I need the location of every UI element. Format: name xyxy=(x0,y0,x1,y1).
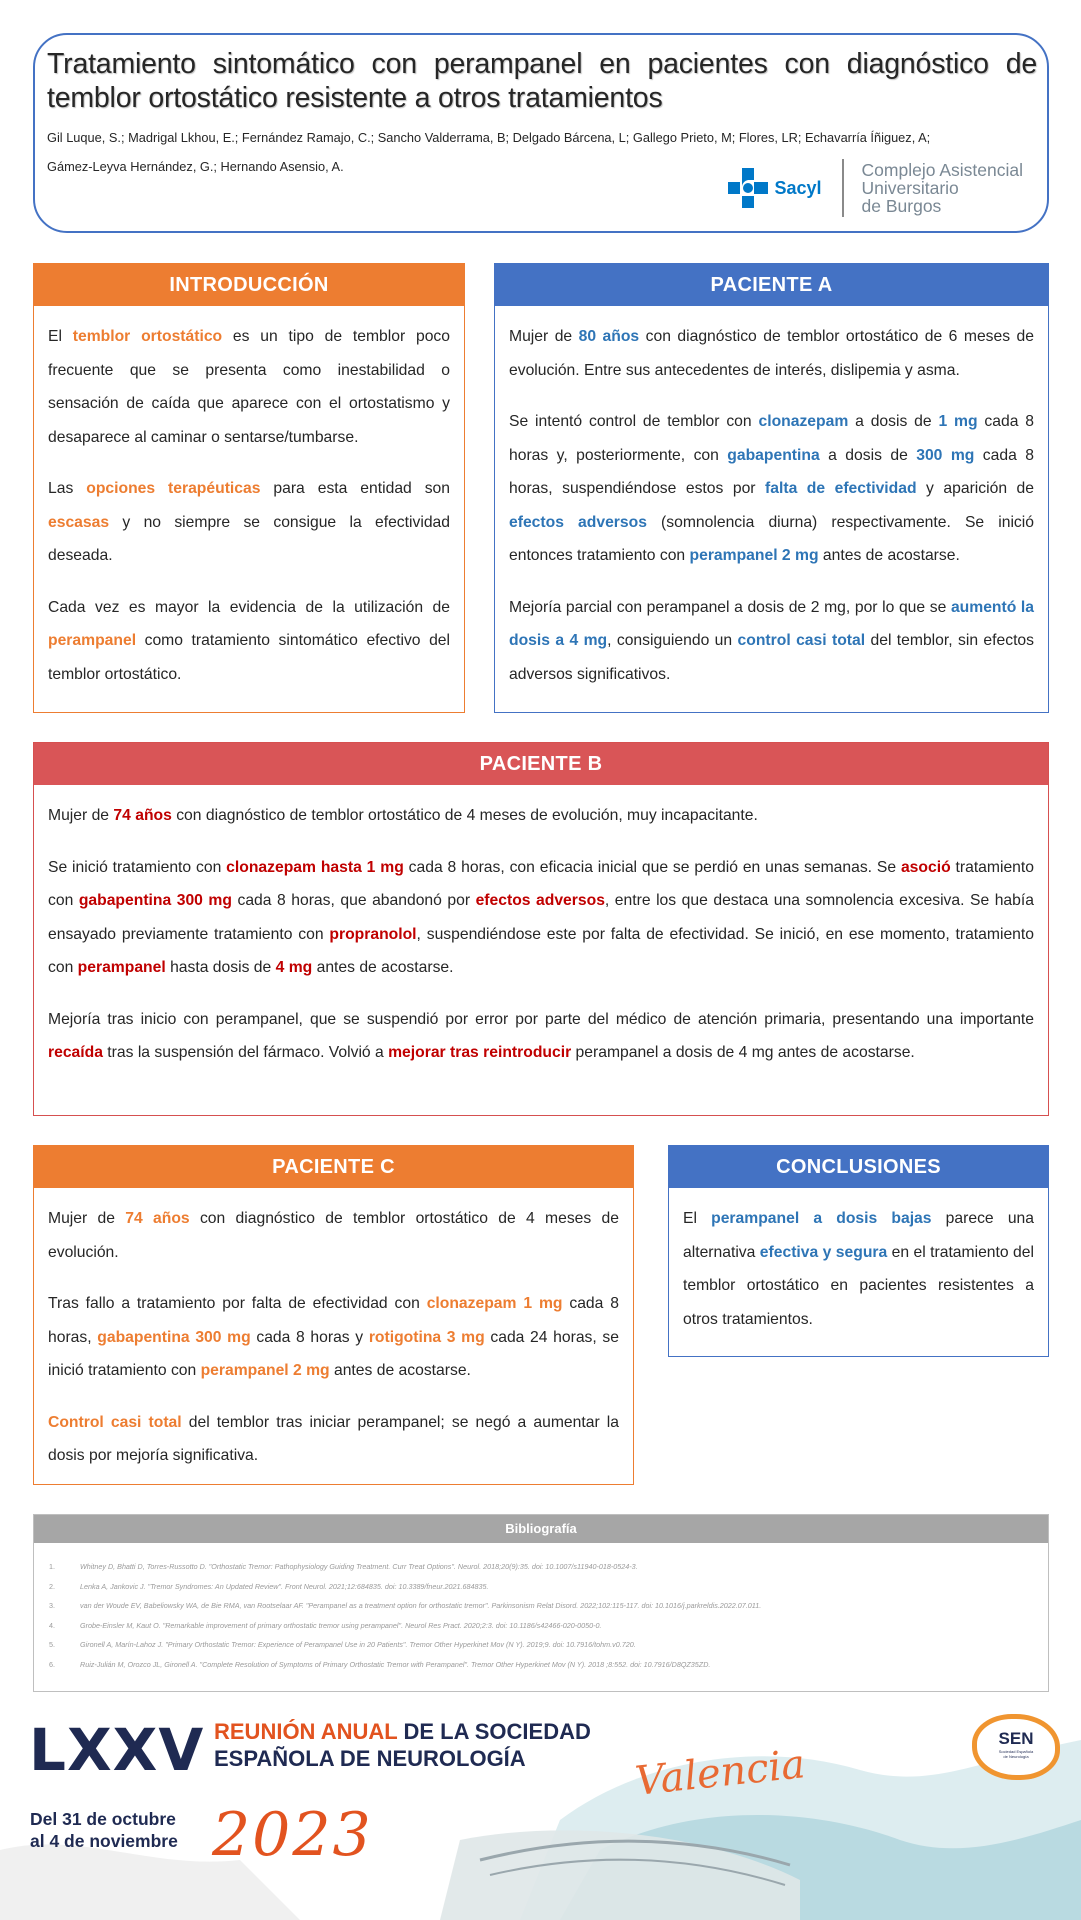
ref-number: 2. xyxy=(49,1581,55,1591)
highlighted-term: 4 mg xyxy=(275,959,313,976)
bibliography-item xyxy=(49,1577,1048,1597)
highlighted-term: gabapentina 300 mg xyxy=(78,892,232,909)
paragraph-text: cada 8 horas y, posteriormente, con xyxy=(509,413,1035,464)
ref-number: 6. xyxy=(49,1659,55,1669)
paragraph-text: a dosis de xyxy=(848,413,939,430)
patient-c-body xyxy=(34,1188,633,1473)
paragraph-text: como tratamiento sintomático efectivo del temblor ortostático. xyxy=(48,632,450,683)
sacyl-cross-icon xyxy=(726,166,770,210)
ref-number: 1. xyxy=(49,1562,55,1571)
patient-c-paragraph xyxy=(48,1287,619,1388)
congress-name-highlight: REUNIÓN ANUAL xyxy=(214,1719,398,1744)
bibliography-list xyxy=(34,1543,1048,1674)
highlighted-term: asoció xyxy=(900,858,951,876)
paragraph-text: , consiguiendo un xyxy=(607,632,738,649)
sen-logo xyxy=(972,1714,1060,1780)
paragraph-text: antes de acostarse. xyxy=(329,1362,471,1379)
ref-number: 4. xyxy=(49,1620,55,1630)
highlighted-term: control casi total xyxy=(737,632,866,649)
paragraph-text: a dosis de xyxy=(819,446,917,464)
congress-date-start: Del 31 de octubre xyxy=(30,1809,176,1829)
sen-logo-text: SEN xyxy=(998,1729,1034,1748)
bibliography-item xyxy=(49,1557,1048,1577)
hospital-line: Universitario xyxy=(861,178,959,198)
highlighted-term: perampanel a dosis bajas xyxy=(711,1210,932,1227)
patient-a-heading: PACIENTE A xyxy=(495,264,1048,306)
paragraph-text: Se intentó control de temblor con xyxy=(509,413,759,430)
patient-c-section xyxy=(33,1145,634,1485)
authors-line-2: Gámez-Leyva Hernández, G.; Hernando Asensio, A. xyxy=(47,159,344,174)
highlighted-term: 80 años xyxy=(578,328,640,345)
intro-paragraph xyxy=(48,320,450,454)
ref-text: Ruiz-Julián M, Orozco JL, Gironell A. "Complete Resolution of Symptoms of Primary Orthostatic Tremor with Perampanel". Tremor Other Hyperkinet Mov (N Y). 2018 ;8:552. doi: 10.7916/D8QZ35ZD. xyxy=(80,1659,711,1669)
paragraph-text: cada 8 horas, suspendiéndose estos por xyxy=(509,446,1034,497)
conclusions-section xyxy=(668,1145,1049,1357)
highlighted-term: perampanel xyxy=(48,632,137,649)
ref-text: Whitney D, Bhatti D, Torres-Russotto D. "Orthostatic Tremor: Pathophysiology Guiding Treatment. Curr Treat Options". Neurol. 2018;20(9):35. doi: 10.1007/s11940-018-0524-3. xyxy=(80,1562,638,1571)
patient-a-paragraph xyxy=(509,405,1034,573)
highlighted-term: clonazepam 1 mg xyxy=(426,1295,563,1312)
patient-b-paragraph xyxy=(48,851,1034,985)
paragraph-text: parece una alternativa xyxy=(683,1210,1034,1261)
paragraph-text: Mejoría tras inicio con perampanel, que se suspendió por error por parte del médico de atención primaria, presentando una importante xyxy=(48,1010,1034,1028)
intro-paragraph xyxy=(48,472,450,573)
highlighted-term: gabapentina 300 mg xyxy=(97,1328,251,1346)
patient-b-body xyxy=(34,785,1048,1070)
ref-number: 5. xyxy=(49,1640,55,1649)
paragraph-text: perampanel a dosis de 4 mg antes de acostarse. xyxy=(571,1044,915,1061)
patient-b-paragraph xyxy=(48,799,1034,833)
paragraph-text: con diagnóstico de temblor ortostático de 4 meses de evolución. xyxy=(48,1210,619,1261)
bibliography-item xyxy=(49,1596,1048,1616)
conclusions-heading: CONCLUSIONES xyxy=(669,1146,1048,1188)
bibliography-item xyxy=(49,1635,1048,1655)
intro-section xyxy=(33,263,465,713)
paragraph-text: con diagnóstico de temblor ortostático de 4 meses de evolución, muy incapacitante. xyxy=(171,807,758,824)
ref-text: Lenka A, Jankovic J. "Tremor Syndromes: An Updated Review". Front Neurol. 2021;12:684835. doi: 10.3389/fneur.2021.684835. xyxy=(80,1581,489,1591)
hospital-line: de Burgos xyxy=(861,196,942,216)
ref-text: van der Woude EV, Babeliowsky WA, de Bie RMA, van Rootselaar AF. "Perampanel as a treatment option for orthostatic tremor". Parkinsonism Relat Disord. 2022;102:115-117. doi: 10.1016/j.parkreldis.2022.07.011. xyxy=(80,1601,762,1610)
paragraph-text: y no siempre se consigue la efectividad deseada. xyxy=(48,513,450,564)
paragraph-text: tratamiento con xyxy=(48,858,1034,909)
ref-text: Gironell A, Marín-Lahoz J. "Primary Orthostatic Tremor: Experience of Perampanel Use in 20 Patients". Tremor Other Hyperkinet Mov (N Y). 2019;9. doi: 10.7916/tohm.v0.720. xyxy=(80,1640,636,1649)
highlighted-term: Control casi total xyxy=(48,1413,182,1431)
highlighted-term: efectiva y segura xyxy=(759,1243,888,1261)
highlighted-term: falta de efectividad xyxy=(765,480,917,497)
paragraph-text: y aparición de xyxy=(916,480,1034,497)
paragraph-text: Se inició tratamiento con xyxy=(48,858,227,876)
congress-name-rest: DE LA SOCIEDAD xyxy=(397,1719,591,1744)
bibliography-section xyxy=(33,1514,1049,1692)
poster-header xyxy=(33,33,1049,233)
paragraph-text: con diagnóstico de temblor ortostático de 6 meses de evolución. Entre sus antecedentes de interés, dislipemia y asma. xyxy=(509,328,1034,379)
paragraph-text: , entre los que destaca una somnolencia excesiva. Se había ensayado previamente tratamiento con xyxy=(48,892,1034,943)
sen-logo-subtext: de Neurología xyxy=(1003,1754,1029,1759)
patient-c-paragraph xyxy=(48,1202,619,1269)
highlighted-term: mejorar tras reintroducir xyxy=(388,1044,572,1061)
hospital-logo-text xyxy=(862,161,1023,215)
highlighted-term: recaída xyxy=(48,1044,103,1061)
highlighted-term: clonazepam xyxy=(758,413,849,430)
hospital-line: Complejo Asistencial xyxy=(861,160,1023,180)
paragraph-text: tras la suspensión del fármaco. Volvió a xyxy=(102,1044,389,1061)
conclusions-paragraph xyxy=(683,1202,1034,1336)
patient-a-body xyxy=(495,306,1048,691)
sacyl-logo-text: Sacyl xyxy=(774,177,822,198)
paragraph-text: cada 8 horas y xyxy=(250,1328,369,1346)
conclusions-body xyxy=(669,1188,1048,1336)
bibliography-item xyxy=(49,1616,1048,1636)
highlighted-term: propranolol xyxy=(329,925,417,943)
paragraph-text: del temblor, sin efectos adversos significativos. xyxy=(509,632,1035,683)
congress-dates xyxy=(30,1808,178,1852)
bibliography-heading: Bibliografía xyxy=(34,1515,1048,1543)
highlighted-term: perampanel 2 mg xyxy=(689,547,819,564)
highlighted-term: efectos adversos xyxy=(509,513,647,531)
highlighted-term: 74 años xyxy=(113,807,172,824)
paragraph-text: Tras fallo a tratamiento por falta de efectividad con xyxy=(48,1295,427,1312)
paragraph-text: del temblor tras iniciar perampanel; se negó a aumentar la dosis por mejoría significativa. xyxy=(48,1413,619,1464)
paragraph-text: El xyxy=(683,1210,712,1227)
congress-name xyxy=(214,1718,591,1772)
highlighted-term: gabapentina xyxy=(727,446,820,464)
ref-number: 3. xyxy=(49,1601,55,1610)
highlighted-term: opciones terapéuticas xyxy=(86,480,261,497)
patient-b-paragraph xyxy=(48,1003,1034,1070)
logo-divider xyxy=(842,159,844,217)
patient-c-heading: PACIENTE C xyxy=(34,1146,633,1188)
institution-logos xyxy=(726,159,1023,217)
paragraph-text: cada 8 horas, con eficacia inicial que se perdió en unas semanas. Se xyxy=(403,858,901,876)
congress-year: 2023 xyxy=(212,1800,373,1870)
authors-line-1: Gil Luque, S.; Madrigal Lkhou, E.; Fernández Ramajo, C.; Sancho Valderrama, B; Delgado Bárcena, L; Gallego Prieto, M; Flores, LR; Echavarría Íñiguez, A; xyxy=(47,130,931,145)
paragraph-text: en el tratamiento del temblor ortostático en pacientes resistentes a otros tratamientos. xyxy=(683,1243,1034,1328)
congress-footer xyxy=(0,1700,1081,1920)
paragraph-text: Mejoría parcial con perampanel a dosis de 2 mg, por lo que se xyxy=(509,598,951,616)
paragraph-text: cada 24 horas, se inició tratamiento con xyxy=(48,1328,619,1379)
patient-b-section xyxy=(33,742,1049,1116)
intro-body xyxy=(34,306,464,691)
paragraph-text: Mujer de xyxy=(509,328,579,345)
patient-c-paragraph xyxy=(48,1406,619,1473)
intro-heading: INTRODUCCIÓN xyxy=(34,264,464,306)
paragraph-text: cada 8 horas, xyxy=(48,1295,619,1346)
paragraph-text: para esta entidad son xyxy=(260,480,450,497)
congress-name-line-1 xyxy=(214,1718,591,1745)
paragraph-text: es un tipo de temblor poco frecuente que se presenta como inestabilidad o sensación de caída que aparece con el ortostatismo y desaparece al caminar o sentarse/tumbarse. xyxy=(48,328,450,446)
congress-name-line-2: ESPAÑOLA DE NEUROLOGÍA xyxy=(214,1746,526,1771)
highlighted-term: efectos adversos xyxy=(475,892,605,909)
highlighted-term: 74 años xyxy=(125,1210,190,1227)
highlighted-term: rotigotina 3 mg xyxy=(368,1328,485,1346)
paragraph-text: (somnolencia diurna) respectivamente. Se inició entonces tratamiento con xyxy=(509,513,1034,564)
poster-title: Tratamiento sintomático con perampanel en pacientes con diagnóstico de temblor ortostático resistente a otros tratamientos xyxy=(47,48,1037,114)
paragraph-text: hasta dosis de xyxy=(165,959,276,976)
highlighted-term: temblor ortostático xyxy=(72,328,223,345)
congress-city: Valencia xyxy=(633,1741,808,1805)
congress-date-end: al 4 de noviembre xyxy=(30,1831,178,1851)
paragraph-text: El xyxy=(48,328,73,345)
highlighted-term: escasas xyxy=(48,513,110,531)
highlighted-term: perampanel 2 mg xyxy=(200,1362,330,1379)
bibliography-item xyxy=(49,1655,1048,1675)
highlighted-term: perampanel xyxy=(77,959,166,976)
paragraph-text: Mujer de xyxy=(48,807,114,824)
paragraph-text: antes de acostarse. xyxy=(312,959,454,976)
patient-b-heading: PACIENTE B xyxy=(34,743,1048,785)
patient-a-paragraph xyxy=(509,320,1034,387)
highlighted-term: clonazepam hasta 1 mg xyxy=(226,858,404,876)
highlighted-term: 1 mg xyxy=(938,413,978,430)
paragraph-text: , suspendiéndose este por falta de efectividad. Se inició, en ese momento, tratamiento con xyxy=(48,925,1034,976)
paragraph-text: Mujer de xyxy=(48,1210,126,1227)
highlighted-term: 300 mg xyxy=(916,446,975,464)
sen-logo-subtext: Sociedad Española xyxy=(998,1749,1034,1754)
intro-paragraph xyxy=(48,591,450,692)
highlighted-term: aumentó la dosis a 4 mg xyxy=(509,598,1035,649)
patient-a-section xyxy=(494,263,1049,713)
patient-a-paragraph xyxy=(509,591,1034,692)
congress-edition: LXXV xyxy=(29,1716,205,1784)
ref-text: Grobe-Einsler M, Kaut O. "Remarkable improvement of primary orthostatic tremor using perampanel". Neurol Res Pract. 2020;2:3. doi: 10.1186/s42466-020-0050-0. xyxy=(80,1620,602,1630)
paragraph-text: Cada vez es mayor la evidencia de la utilización de xyxy=(48,598,450,616)
paragraph-text: antes de acostarse. xyxy=(818,547,960,564)
paragraph-text: Las xyxy=(48,480,87,497)
paragraph-text: cada 8 horas, que abandonó por xyxy=(231,892,476,909)
